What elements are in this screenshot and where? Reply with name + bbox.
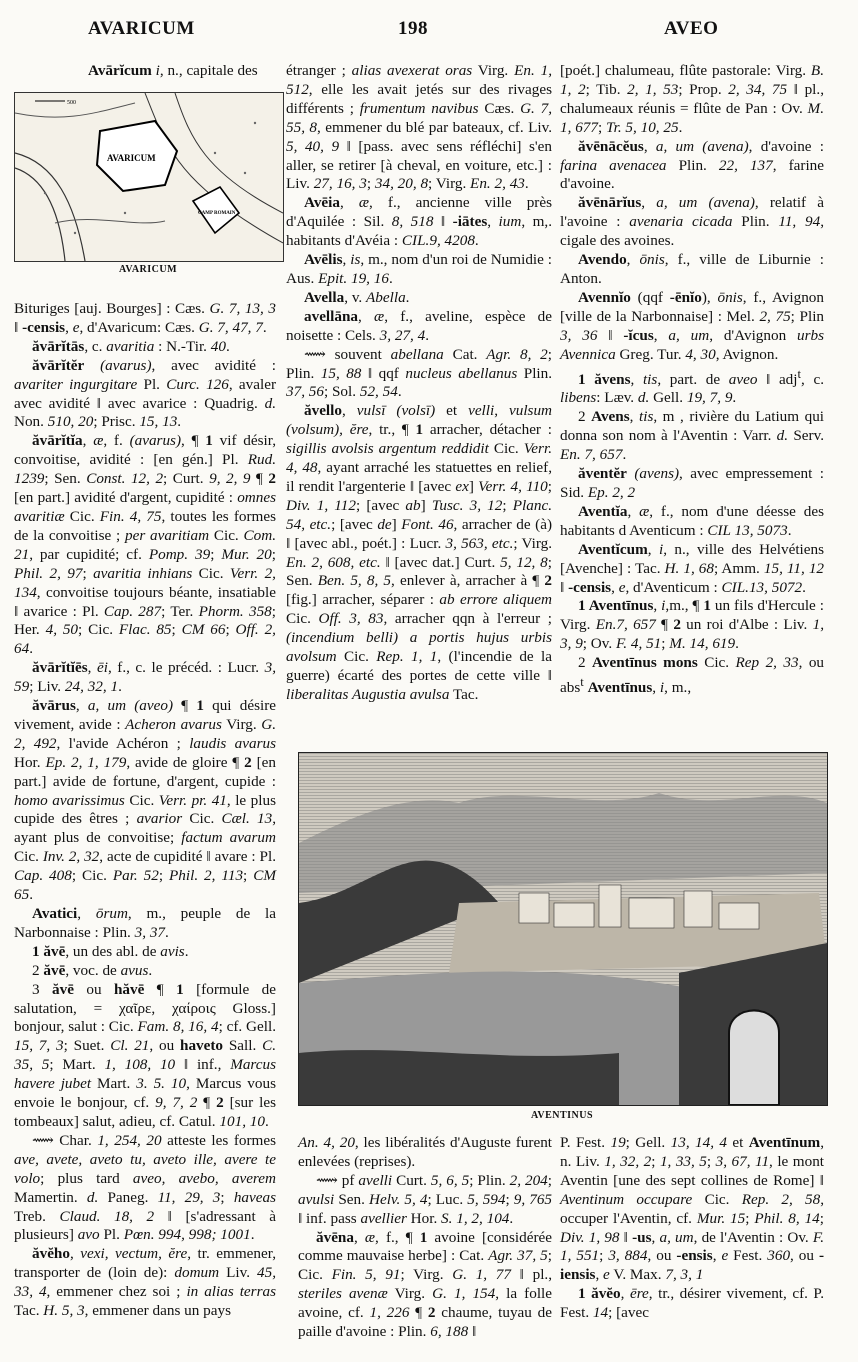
dictionary-entry: ⟿ souvent abellana Cat. Agr. 8, 2; Plin. 15, 88 ‖ qqf nucleus abellanus Plin. 37, 56; Sol. 52, 54.: [286, 345, 553, 401]
dictionary-entry: ⟿ Char. 1, 254, 20 atteste les formes ave, avete, aveto tu, aveto ille, avere te volo; plus tard aveo, avebo, averem Mamertin. d. Paneg. 11, 29, 3; haveas Treb. Claud. 18, 2 ‖ [s'adressant à plusieurs] avo Pl. Pœn. 994, 998; 1001.: [14, 1131, 277, 1244]
dictionary-entry: Avēlis, is, m., nom d'un roi de Numidie : Aus. Epit. 19, 16.: [286, 251, 553, 287]
aventine-engraving: [298, 752, 828, 1106]
dictionary-entry: 1 ăvĕo, ēre, tr., désirer vivement, cf. P. Fest. 14; [avec: [560, 1285, 824, 1322]
running-head-left: AVARICUM: [88, 18, 195, 39]
dictionary-entry: Avatici, ōrum, m., peuple de la Narbonnaise : Plin. 3, 37.: [14, 905, 277, 941]
dictionary-entry: ăvārĭtās, c. avaritia : N.-Tir. 40.: [32, 337, 230, 355]
entry-avaricum-start: Avārĭcum i, n., capitale des: [88, 62, 258, 79]
dictionary-entry: 2 ăvē, voc. de avus.: [32, 961, 153, 979]
dictionary-entry: 3 ăvē ou hăvē ¶ 1 [formule de salutation, = χαῖρε, χαίροις Gloss.] bonjour, salut : Cic. Fam. 8, 16, 4; cf. Gell. 15, 7, 3; Suet. Cl. 21, ou haveto Sall. C. 35, 5; Mart. 1, 108, 10 ‖ inf., Marcus havere jubet Mart. 3. 5. 10, Marcus vous envoie le bonjour, cf. 9, 7, 2 ¶ 2 [sur les tombeaux] salut, adieu, cf. Catul. 101, 10.: [14, 980, 277, 1130]
dictionary-entry: Bituriges [auj. Bourges] : Cæs. G. 7, 13, 3 ‖ -censis, e, d'Avaricum: Cæs. G. 7, 47, 7.: [14, 300, 276, 336]
dictionary-entry: Avēia, æ, f., ancienne ville près d'Aquilée : Sil. 8, 518 ‖ -iātes, ium, m,. habitants d'Avéia : CIL.9, 4208.: [286, 194, 552, 250]
column-3-bottom: [560, 1134, 824, 1323]
dictionary-entry: Avella, v. Abella.: [304, 288, 410, 306]
dictionary-entry: 2 Aventīnus mons Cic. Rep 2, 33, ou abs$^t$ Aventīnus, i, m.,: [560, 654, 825, 697]
column-2-bottom: [298, 1134, 552, 1342]
dictionary-entry: étranger ; alias avexerat oras Virg. En. 1, 512, elle les avait jetés sur des rivages différents ; frumentum navibus Cæs. G. 7, 55, 8, emmener du blé par bateaux, cf. Liv. 5, 40, 9 ‖ [pass. avec sens réfléchi] s'en aller, se retirer [à cheval, en voiture, etc.] : Liv. 27, 16, 3; 34, 20, 8; Virg. En. 2, 43.: [286, 62, 553, 193]
dictionary-entry: Aventĭa, æ, f., nom d'une déesse des habitants d Aventicum : CIL 13, 5073.: [560, 502, 824, 539]
dictionary-entry: ăvēna, æ, f., ¶ 1 avoine [considérée comme mauvaise herbe] : Cat. Agr. 37, 5; Cic. Fin. 5, 91; Virg. G. 1, 77 ‖ pl., steriles avenæ Virg. G. 1, 154, la folle avoine, cf. 1, 226 ¶ 2 chaume, tuyau de paille d'avoine : Plin. 6, 188 ‖: [298, 1228, 553, 1341]
dictionary-entry: avellāna, æ, f., aveline, espèce de noisette : Cels. 3, 27, 4.: [286, 307, 552, 344]
engraving-caption: AVENTINUS: [530, 1110, 594, 1121]
dictionary-entry: An. 4, 20, les libéralités d'Auguste furent enlevées (reprises).: [298, 1134, 553, 1170]
dictionary-entry: ăvārĭtĕr (avarus), avec avidité : avariter ingurgitare Pl. Curc. 126, avaler avec avidité ‖ avec avarice : Quadrig. d. Non. 510, 20; Prisc. 15, 13.: [14, 356, 277, 431]
column-3: [560, 62, 824, 698]
running-head-right: AVEO: [664, 18, 719, 39]
dictionary-entry: Aventĭcum, i, n., ville des Helvétiens [Avenche] : Tac. H. 1, 68; Amm. 15, 11, 12 ‖ -censis, e, d'Aventicum : CIL.13, 5072.: [560, 540, 825, 596]
column-1: [14, 300, 276, 1321]
dictionary-entry: ăvello, vulsī (volsī) et velli, vulsum (volsum), ĕre, tr., ¶ 1 arracher, détacher : sigillis avolsis argentum reddidit Cic. Verr. 4, 48, ayant arraché les statuettes en relief, il rendit l'argenterie ‖ [avec ex] Verr. 4, 110; Div. 1, 112; [avec ab] Tusc. 3, 12; Planc. 54, etc.; [avec de] Font. 46, arracher de (à) ‖ [avec abl., poét.] : Lucr. 3, 563, etc.; Virg. En. 2, 608, etc. ‖ [avec dat.] Curt. 5, 12, 8; Sen. Ben. 5, 8, 5, enlever à, arracher à ¶ 2 [fig.] arracher, séparer : ab errore aliquem Cic. Off. 3, 83, arracher qqn à l'erreur ; (incendium belli) a portis hujus urbis avolsum Cic. Rep. 1, 1, (l'incendie de la guerre) écarté des portes de cette ville ‖ liberalitas Augustia avulsa Tac.: [286, 402, 553, 703]
engraving-drawing: [299, 753, 827, 1105]
page-number: 198: [398, 18, 428, 39]
dictionary-entry: Avendo, ōnis, f., ville de Liburnie : Anton.: [560, 251, 824, 287]
map-drawing: [15, 93, 283, 261]
dictionary-entry: 2 Avens, tis, m , rivière du Latium qui donna son nom à l'Aventin : Varr. d. Serv. En. 7, 657.: [560, 408, 825, 464]
dictionary-entry: P. Fest. 19; Gell. 13, 14, 4 et Aventīnum, n. Liv. 1, 32, 2; 1, 33, 5; 3, 67, 11, le mont Aventin [une des sept collines de Rome] ‖ Aventinum occupare Cic. Rep. 2, 58, occuper l'Aventin, cf. Mur. 15; Phil. 8, 14; Div. 1, 98 ‖ -us, a, um, de l'Aventin : Ov. F. 1, 551; 3, 884, ou -ensis, e Fest. 360, ou -iensis, e V. Max. 7, 3, 1: [560, 1134, 825, 1284]
dictionary-entry: 1 Aventīnus, i,m., ¶ 1 un fils d'Hercule : Virg. En.7, 657 ¶ 2 un roi d'Albe : Liv. 1, 3, 9; Ov. F. 4, 51; M. 14, 619.: [560, 597, 825, 653]
dictionary-entry: 1 ăvē, un des abl. de avis.: [32, 942, 189, 960]
map-scale: 500: [67, 100, 76, 106]
column-2: [286, 62, 552, 705]
dictionary-entry: ăvārus, a, um (aveo) ¶ 1 qui désire vivement, avide : Acheron avarus Virg. G. 2, 492, l'avide Achéron ; laudis avarus Hor. Ep. 2, 1, 179, avide de gloire ¶ 2 [en part.] avide de fortune, d'argent, cupide : homo avarissimus Cic. Verr. pr. 41, le plus cupide des êtres ; avarior Cic. Cæl. 13, ayant plus de convoitise; factum avarum Cic. Inv. 2, 32, acte de cupidité ‖ avare : Pl. Cap. 408; Cic. Par. 52; Phil. 2, 113; CM 65.: [14, 697, 277, 904]
dictionary-entry: ăventĕr (avens), avec empressement : Sid. Ep. 2, 2: [560, 465, 824, 501]
dictionary-entry: ăvārĭtĭa, æ, f. (avarus), ¶ 1 vif désir, convoitise, avidité : [en gén.] Pl. Rud. 1239; Sen. Const. 12, 2; Curt. 9, 2, 9 ¶ 2 [en part.] avidité d'argent, cupidité : omnes avaritiæ Cic. Fin. 4, 75, toutes les formes de la convoitise ; per avaritiam Cic. Com. 21, par cupidité; cf. Pomp. 39; Mur. 20; Phil. 2, 97; avaritia inhians Cic. Verr. 2, 134, convoitise toujours béante, insatiable ‖ avarice : Pl. Cap. 287; Ter. Phorm. 358; Her. 4, 50; Cic. Flac. 85; CM 66; Off. 2, 64.: [14, 432, 277, 658]
dictionary-entry: ăvēnācĕus, a, um (avena), d'avoine : farina avenacea Plin. 22, 137, farine d'avoine.: [560, 137, 825, 193]
dictionary-entry: Avennĭo (qqf -ēnĭo), ōnis, f., Avignon [ville de la Narbonnaise] : Mel. 2, 75; Plin 3, 36 ‖ -ĭcus, a, um, d'Avignon urbs Avennica Greg. Tur. 4, 30, Avignon.: [560, 288, 825, 363]
map-label-camp: CAMP ROMAIN: [198, 211, 236, 216]
dictionary-entry: ⟿ pf avelli Curt. 5, 6, 5; Plin. 2, 204; avulsi Sen. Helv. 5, 4; Luc. 5, 594; 9, 765 ‖ inf. pass avellier Hor. S. 1, 2, 104.: [298, 1171, 553, 1227]
dictionary-entry: ăvārĭtĭēs, ēi, f., c. le précéd. : Lucr. 3, 59; Liv. 24, 32, 1.: [14, 659, 276, 696]
dictionary-entry: 1 ăvens, tis, part. de aveo ‖ adj$^t$, c. libens: Læv. d. Gell. 19, 7, 9.: [560, 366, 824, 407]
map-label-avaricum: AVARICUM: [107, 153, 156, 163]
dictionary-entry: ăvĕho, vexi, vectum, ĕre, tr. emmener, transporter de (loin de): domum Liv. 45, 33, 4, emmener chez soi ; in alias terras Tac. H. 5, 3, emmener dans un pays: [14, 1245, 277, 1320]
map-caption: AVARICUM: [118, 264, 178, 275]
avaricum-map: [14, 92, 284, 262]
page-header: [0, 18, 858, 48]
dictionary-entry: ăvēnārĭus, a, um (avena), relatif à l'avoine : avenaria cicada Plin. 11, 94, cigale des avoines.: [560, 194, 824, 250]
dictionary-entry: [poét.] chalumeau, flûte pastorale: Virg. B. 1, 2; Tib. 2, 1, 53; Prop. 2, 34, 75 ‖ pl., chalumeaux réunis = flûte de Pan : Ov. M. 1, 677; Tr. 5, 10, 25.: [560, 62, 824, 136]
